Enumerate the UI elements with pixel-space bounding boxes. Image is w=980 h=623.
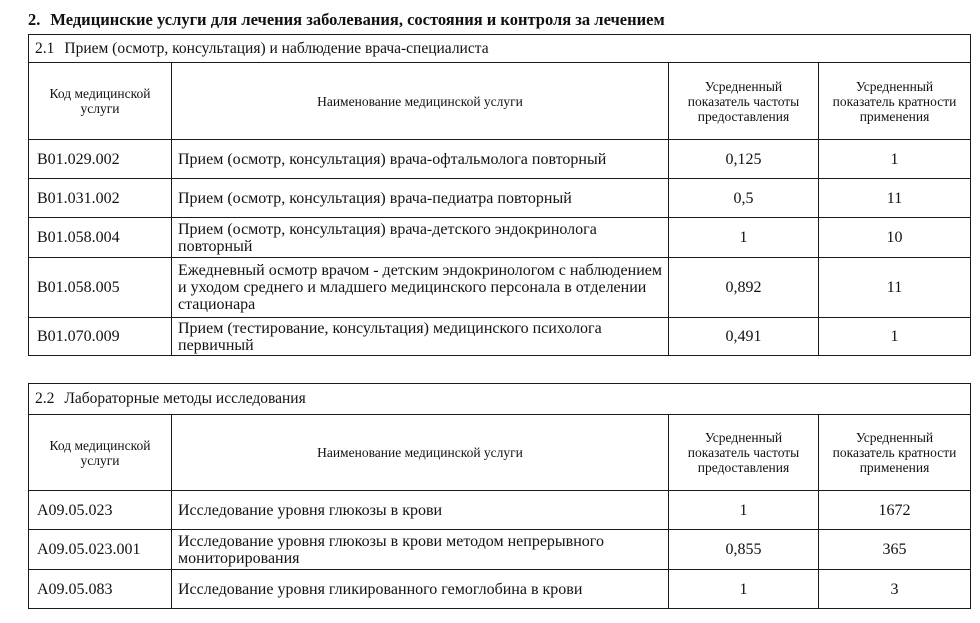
service-code: B01.029.002 — [29, 140, 172, 179]
section-number: 2.2 — [35, 390, 55, 407]
column-header-name: Наименование медицинской услуги — [172, 63, 669, 140]
section-number: 2.1 — [35, 39, 55, 57]
service-multiplicity: 11 — [819, 179, 971, 218]
service-name: Прием (осмотр, консультация) врача-детского эндокринолога повторный — [172, 218, 669, 258]
section-heading — [28, 10, 665, 30]
service-name: Исследование уровня глюкозы в крови методом непрерывного мониторирования — [172, 530, 669, 570]
column-header-row — [29, 415, 971, 491]
service-multiplicity: 1 — [819, 318, 971, 356]
table-row — [29, 258, 971, 318]
service-frequency: 1 — [669, 491, 819, 530]
service-frequency: 0,892 — [669, 258, 819, 318]
service-code: A09.05.023.001 — [29, 530, 172, 570]
table-row — [29, 491, 971, 530]
section-heading-number: 2. — [28, 10, 41, 29]
section-title-text: Прием (осмотр, консультация) и наблюдение врача-специалиста — [64, 39, 489, 57]
service-frequency: 0,491 — [669, 318, 819, 356]
column-header-code: Код медицинской услуги — [29, 415, 172, 491]
service-multiplicity: 1 — [819, 140, 971, 179]
service-code: A09.05.023 — [29, 491, 172, 530]
table-row — [29, 570, 971, 609]
service-name: Исследование уровня гликированного гемоглобина в крови — [172, 570, 669, 609]
section-heading-text: Медицинские услуги для лечения заболевания, состояния и контроля за лечением — [50, 10, 665, 29]
service-name: Прием (тестирование, консультация) медицинского психолога первичный — [172, 318, 669, 356]
table-consultations — [28, 34, 971, 356]
service-frequency: 0,5 — [669, 179, 819, 218]
table-section-header — [29, 35, 971, 63]
section-title — [29, 35, 971, 63]
service-code: B01.058.004 — [29, 218, 172, 258]
column-header-row — [29, 63, 971, 140]
section-title — [29, 384, 971, 415]
column-header-frequency: Усредненный показатель частоты предоставления — [669, 415, 819, 491]
service-frequency: 0,125 — [669, 140, 819, 179]
service-frequency: 1 — [669, 218, 819, 258]
table-row — [29, 218, 971, 258]
service-code: B01.070.009 — [29, 318, 172, 356]
column-header-code: Код медицинской услуги — [29, 63, 172, 140]
service-name: Прием (осмотр, консультация) врача-офтальмолога повторный — [172, 140, 669, 179]
service-multiplicity: 10 — [819, 218, 971, 258]
table-lab-methods — [28, 383, 971, 609]
service-code: A09.05.083 — [29, 570, 172, 609]
section-title-text: Лабораторные методы исследования — [64, 390, 306, 407]
column-header-frequency: Усредненный показатель частоты предоставления — [669, 63, 819, 140]
service-name: Исследование уровня глюкозы в крови — [172, 491, 669, 530]
column-header-multiplicity: Усредненный показатель кратности применения — [819, 63, 971, 140]
table-row — [29, 179, 971, 218]
service-multiplicity: 365 — [819, 530, 971, 570]
table-row — [29, 140, 971, 179]
service-code: B01.031.002 — [29, 179, 172, 218]
service-multiplicity: 1672 — [819, 491, 971, 530]
table-row — [29, 530, 971, 570]
service-multiplicity: 3 — [819, 570, 971, 609]
service-code: B01.058.005 — [29, 258, 172, 318]
column-header-name: Наименование медицинской услуги — [172, 415, 669, 491]
service-frequency: 0,855 — [669, 530, 819, 570]
service-multiplicity: 11 — [819, 258, 971, 318]
table-section-header — [29, 384, 971, 415]
service-name: Прием (осмотр, консультация) врача-педиатра повторный — [172, 179, 669, 218]
table-row — [29, 318, 971, 356]
service-name: Ежедневный осмотр врачом - детским эндокринологом с наблюдением и уходом среднего и младшего медицинского персонала в отделении стационара — [172, 258, 669, 318]
service-frequency: 1 — [669, 570, 819, 609]
column-header-multiplicity: Усредненный показатель кратности применения — [819, 415, 971, 491]
